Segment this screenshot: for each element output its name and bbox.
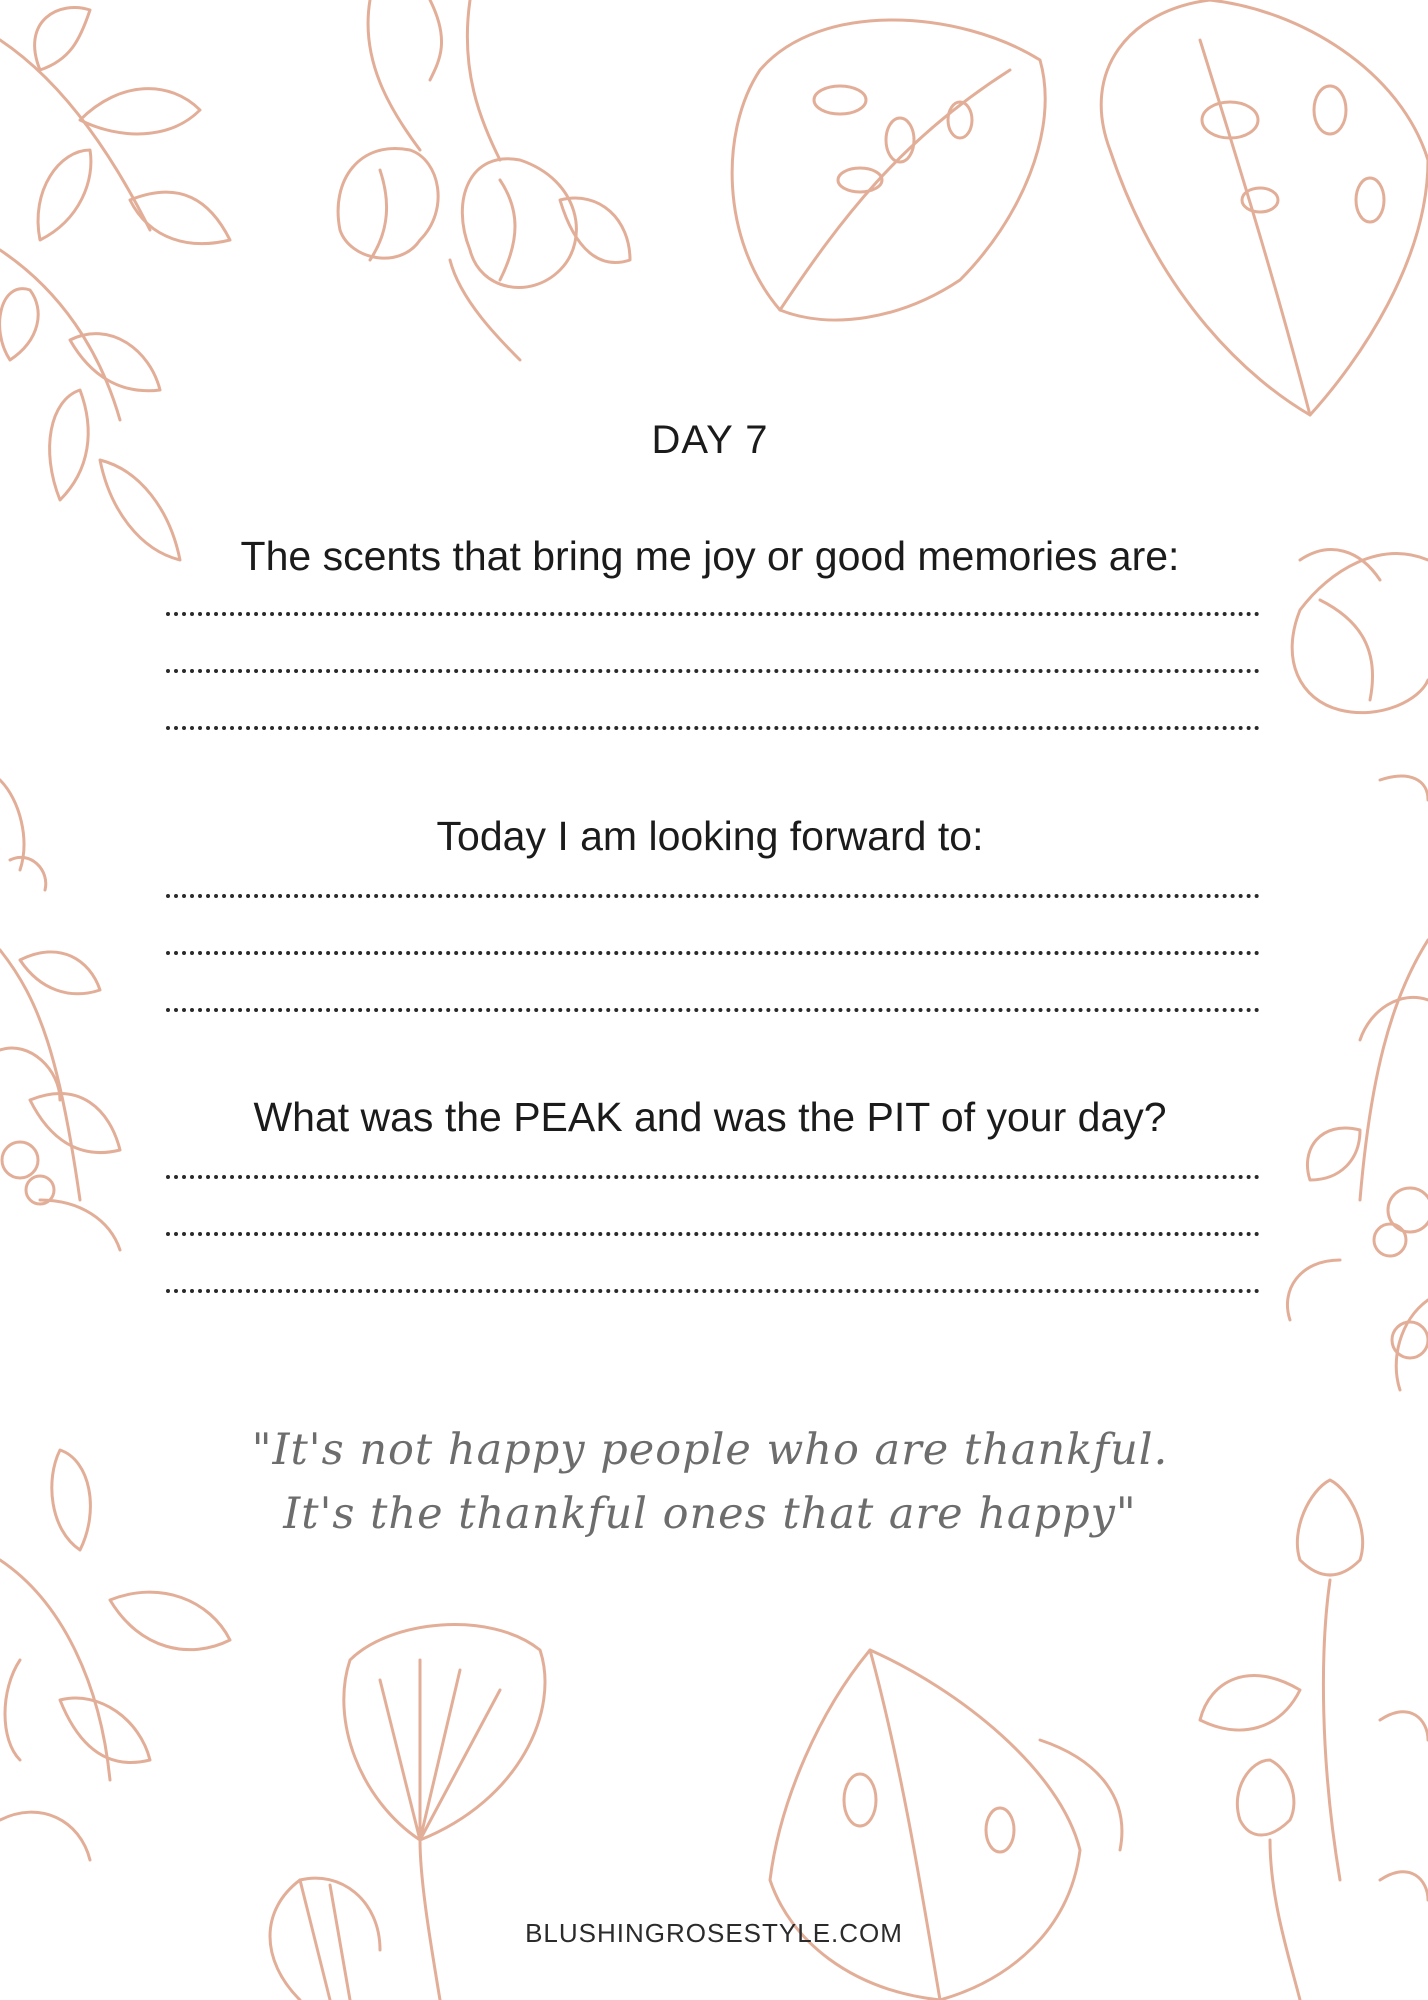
right-lotus-flower-icon [1292, 550, 1428, 800]
writing-line[interactable] [166, 612, 1260, 616]
right-berry-sprig-icon [1287, 940, 1428, 1390]
page-title: DAY 7 [651, 418, 769, 462]
prompt-peak-and-pit: What was the PEAK and was the PIT of your day? [253, 1094, 1167, 1140]
top-hanging-flowers-icon [338, 0, 630, 360]
writing-line[interactable] [166, 726, 1260, 730]
prompt-scents: The scents that bring me joy or good memories are: [240, 533, 1180, 579]
writing-line[interactable] [166, 1175, 1260, 1179]
top-right-monstera-leaf-icon [1101, 0, 1428, 415]
quote-line-1: "It's not happy people who are thankful. [251, 1425, 1169, 1475]
writing-line[interactable] [166, 951, 1260, 955]
writing-lines-looking-forward [166, 894, 1260, 1065]
quote-line-2: It's the thankful ones that are happy" [283, 1489, 1137, 1539]
top-monstera-leaf-icon [732, 20, 1045, 320]
writing-line[interactable] [166, 1008, 1260, 1012]
top-left-leaf-branch-icon [0, 8, 230, 561]
prompt-looking-forward: Today I am looking forward to: [436, 813, 984, 859]
site-footer: BLUSHINGROSESTYLE.COM [525, 1918, 903, 1948]
writing-line[interactable] [166, 894, 1260, 898]
writing-line[interactable] [166, 1289, 1260, 1293]
inspirational-quote [160, 1418, 1260, 1546]
left-berry-sprig-icon [0, 780, 120, 1250]
writing-line[interactable] [166, 669, 1260, 673]
writing-line[interactable] [166, 1232, 1260, 1236]
writing-lines-peak-and-pit [166, 1175, 1260, 1346]
writing-lines-scents [166, 612, 1260, 783]
